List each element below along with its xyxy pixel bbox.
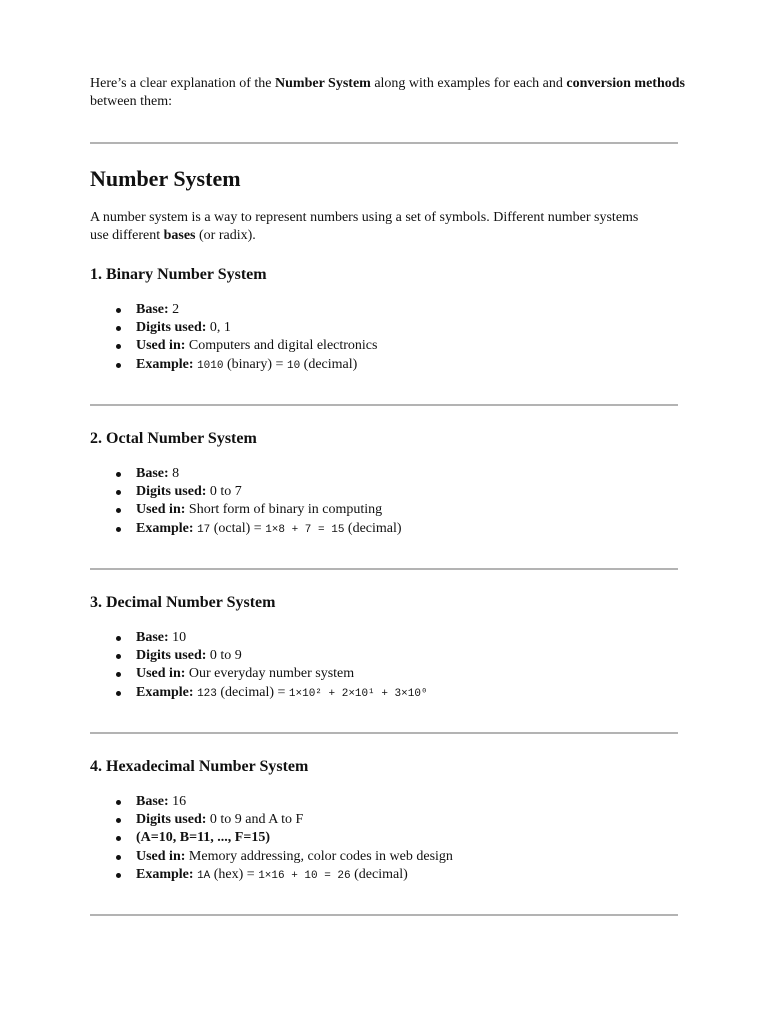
bullet-icon (116, 363, 121, 368)
example-text: (binary) = (223, 356, 287, 372)
item-value: 2 (168, 302, 180, 317)
list-item (90, 337, 377, 355)
bullet-icon (116, 672, 121, 677)
item-value: Memory addressing, color codes in web design (185, 848, 453, 864)
section-title-decimal: 3. Decimal Number System (90, 594, 276, 611)
definition-paragraph (90, 209, 660, 245)
list-item (90, 483, 402, 501)
intro-bold-number-system: Number System (275, 76, 371, 91)
item-value: 0, 1 (206, 320, 231, 336)
item-value: Short form of binary in computing (185, 502, 383, 518)
bullet-icon (116, 490, 121, 495)
bullet-icon (116, 873, 121, 878)
divider (90, 914, 678, 916)
item-label: Digits used: (136, 812, 207, 828)
definition-bold-bases: bases (163, 228, 196, 243)
list-item (90, 301, 377, 319)
list-item (90, 829, 453, 847)
item-label: Used in: (136, 666, 186, 682)
example-text: (decimal) (344, 520, 402, 536)
item-label: Digits used: (136, 320, 207, 336)
bullet-icon (116, 800, 121, 805)
intro-paragraph (90, 75, 690, 111)
bullet-icon (116, 326, 121, 331)
list-item (90, 793, 453, 811)
example-code: 1×10² + 2×10¹ + 3×10⁰ (288, 687, 428, 700)
decimal-list (90, 629, 428, 702)
example-code: 1A (197, 869, 211, 882)
divider (90, 142, 678, 144)
bullet-icon (116, 308, 121, 313)
example-code: 1010 (197, 359, 224, 372)
example-text: (decimal) (300, 356, 358, 372)
item-value: 0 to 9 (206, 648, 242, 664)
section-title-octal: 2. Octal Number System (90, 430, 257, 447)
list-item (90, 520, 402, 538)
item-value: Computers and digital electronics (185, 338, 378, 354)
item-label: Example: (136, 684, 194, 700)
item-label: Example: (136, 356, 194, 372)
item-label: (A=10, B=11, ..., F=15) (136, 830, 270, 846)
item-value: 8 (168, 466, 180, 481)
page-title: Number System (90, 166, 241, 191)
example-text: (hex) = (210, 866, 259, 882)
item-label: Base: (136, 630, 169, 645)
bullet-icon (116, 527, 121, 532)
section-title-hexadecimal: 4. Hexadecimal Number System (90, 758, 309, 775)
definition-text: A number system is a way to represent numbers using a set of symbols. Different number systems use different (90, 210, 639, 243)
item-label: Used in: (136, 848, 186, 864)
bullet-icon (116, 836, 121, 841)
item-value: 10 (168, 630, 187, 645)
item-value: Our everyday number system (185, 666, 355, 682)
bullet-icon (116, 344, 121, 349)
binary-list (90, 301, 377, 374)
divider (90, 568, 678, 570)
example-code: 1×16 + 10 = 26 (258, 869, 351, 882)
section-title-binary: 1. Binary Number System (90, 266, 267, 283)
item-label: Base: (136, 794, 169, 809)
bullet-icon (116, 691, 121, 696)
bullet-icon (116, 855, 121, 860)
list-item (90, 319, 377, 337)
item-label: Example: (136, 866, 194, 882)
bullet-icon (116, 508, 121, 513)
item-label: Digits used: (136, 648, 207, 664)
bullet-icon (116, 636, 121, 641)
definition-text: (or radix). (195, 228, 256, 243)
intro-bold-conversion-methods: conversion methods (566, 76, 685, 91)
list-item (90, 356, 377, 374)
item-label: Digits used: (136, 484, 207, 500)
example-text: (decimal) (350, 866, 408, 882)
example-text: (octal) = (210, 520, 266, 536)
intro-text: Here’s a clear explanation of the (90, 76, 276, 91)
item-label: Used in: (136, 338, 186, 354)
divider (90, 404, 678, 406)
list-item (90, 848, 453, 866)
bullet-icon (116, 818, 121, 823)
list-item (90, 866, 453, 884)
intro-text: along with examples for each and (370, 76, 567, 91)
example-text: (decimal) = (216, 684, 289, 700)
item-label: Base: (136, 466, 169, 481)
list-item (90, 647, 428, 665)
example-code: 17 (197, 523, 211, 536)
bullet-icon (116, 654, 121, 659)
item-label: Example: (136, 520, 194, 536)
example-code: 10 (286, 359, 301, 372)
bullet-icon (116, 472, 121, 477)
list-item (90, 501, 402, 519)
item-label: Base: (136, 302, 169, 317)
example-code: 1×8 + 7 = 15 (265, 523, 345, 536)
intro-text: between them: (90, 94, 173, 109)
list-item (90, 811, 453, 829)
hexadecimal-list (90, 793, 453, 884)
list-item (90, 629, 428, 647)
item-label: Used in: (136, 502, 186, 518)
item-value: 0 to 7 (206, 484, 242, 500)
list-item (90, 465, 402, 483)
list-item (90, 684, 428, 702)
octal-list (90, 465, 402, 538)
divider (90, 732, 678, 734)
list-item (90, 665, 428, 683)
item-value: 16 (168, 794, 187, 809)
example-code: 123 (197, 687, 217, 700)
item-value: 0 to 9 and A to F (206, 812, 304, 828)
